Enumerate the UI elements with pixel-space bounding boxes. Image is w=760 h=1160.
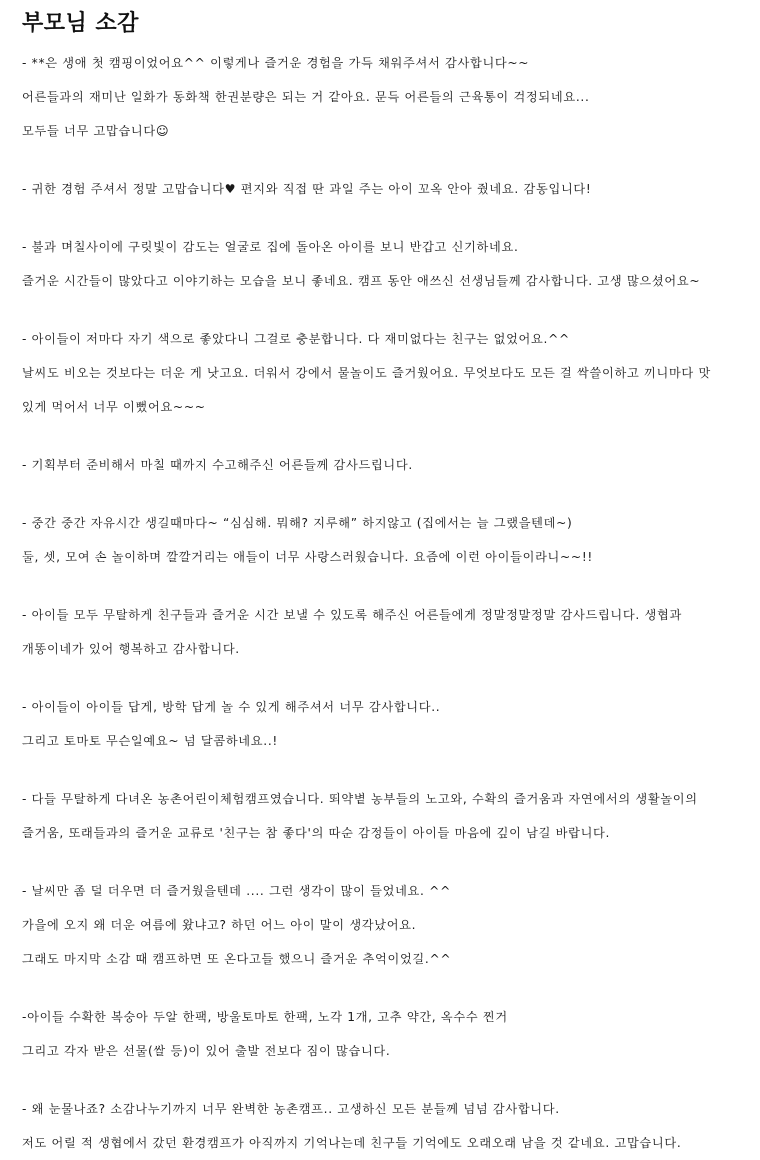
comment-entry bbox=[22, 172, 738, 206]
entry-spacer bbox=[22, 206, 738, 230]
comment-entry bbox=[22, 46, 738, 148]
comment-line: - 중간 중간 자유시간 생길때마다~ “심심해. 뭐해? 지루해” 하지않고 (집에서는 늘 그랬을텐데~) bbox=[22, 516, 573, 530]
comment-line: - 아이들이 아이들 답게, 방학 답게 놀 수 있게 해주셔서 너무 감사합니다.. bbox=[22, 700, 441, 714]
comment-entry bbox=[22, 690, 738, 758]
comment-line: - 기획부터 준비해서 마칠 때까지 수고해주신 어른들께 감사드립니다. bbox=[22, 458, 413, 472]
entry-spacer bbox=[22, 666, 738, 690]
comment-entry bbox=[22, 322, 738, 424]
comment-entry bbox=[22, 230, 738, 298]
comment-line: 그리고 각자 받은 선물(쌀 등)이 있어 출발 전보다 짐이 많습니다. bbox=[22, 1044, 391, 1058]
comment-entry bbox=[22, 448, 738, 482]
comment-entry bbox=[22, 1000, 738, 1068]
entry-spacer bbox=[22, 298, 738, 322]
comment-entry bbox=[22, 782, 738, 850]
entry-spacer bbox=[22, 976, 738, 1000]
comment-entry bbox=[22, 506, 738, 574]
comment-line: 날씨도 비오는 것보다는 더운 게 낫고요. 더워서 강에서 물놀이도 즐거웠어요. 무엇보다도 모든 걸 싹쓸이하고 끼니마다 맛 bbox=[22, 366, 711, 380]
comment-line: -아이들 수확한 복숭아 두알 한팩, 방울토마토 한팩, 노각 1개, 고추 약간, 옥수수 찐거 bbox=[22, 1010, 508, 1024]
comment-line: 모두들 너무 고맙습니다☺ bbox=[22, 124, 170, 138]
comment-line: - 다들 무탈하게 다녀온 농촌어린이체험캠프였습니다. 뙤약볕 농부들의 노고와, 수확의 즐거움과 자연에서의 생활놀이의 bbox=[22, 792, 698, 806]
comments-list bbox=[22, 46, 738, 1160]
comment-line: 개똥이네가 있어 행복하고 감사합니다. bbox=[22, 642, 240, 656]
comment-line: 즐거움, 또래들과의 즐거운 교류로 '친구는 참 좋다'의 따순 감정들이 아이들 마음에 깊이 남길 바랍니다. bbox=[22, 826, 611, 840]
entry-spacer bbox=[22, 574, 738, 598]
comment-entry bbox=[22, 598, 738, 666]
comment-line: - **은 생애 첫 캠핑이었어요^^ 이렇게나 즐거운 경험을 가득 채워주셔서 감사합니다~~ bbox=[22, 56, 530, 70]
comment-line: 그래도 마지막 소감 때 캠프하면 또 온다고들 했으니 즐거운 추억이었길.^^ bbox=[22, 952, 452, 966]
entry-spacer bbox=[22, 482, 738, 506]
comment-line: - 왜 눈물나죠? 소감나누기까지 너무 완벽한 농촌캠프.. 고생하신 모든 분들께 넘넘 감사합니다. bbox=[22, 1102, 560, 1116]
comment-line: - 날씨만 좀 덜 더우면 더 즐거웠을텐데 .... 그런 생각이 많이 들었네요. ^^ bbox=[22, 884, 451, 898]
comment-line: 가을에 오지 왜 더운 여름에 왔냐고? 하던 어느 아이 말이 생각났어요. bbox=[22, 918, 417, 932]
comment-line: 있게 먹어서 너무 이뻤어요~~~ bbox=[22, 400, 206, 414]
comment-line: - 아이들 모두 무탈하게 친구들과 즐거운 시간 보낼 수 있도록 해주신 어른들에게 정말정말정말 감사드립니다. 생협과 bbox=[22, 608, 682, 622]
page-title: 부모님 소감 bbox=[22, 11, 139, 36]
comment-line: 어른들과의 재미난 일화가 동화책 한권분량은 되는 거 같아요. 문득 어른들의 근육통이 걱정되네요... bbox=[22, 90, 590, 104]
comment-line: 저도 어릴 적 생협에서 갔던 환경캠프가 아직까지 기억나는데 친구들 기억에도 오래오래 남을 것 같네요. 고맙습니다. bbox=[22, 1136, 682, 1150]
comment-entry bbox=[22, 874, 738, 976]
entry-spacer bbox=[22, 148, 738, 172]
comment-line: - 아이들이 저마다 자기 색으로 좋았다니 그걸로 충분합니다. 다 재미없다는 친구는 없었어요.^^ bbox=[22, 332, 570, 346]
comment-entry bbox=[22, 1092, 738, 1160]
entry-spacer bbox=[22, 758, 738, 782]
comment-line: 그리고 토마토 무슨일예요~ 넘 달콤하네요..! bbox=[22, 734, 278, 748]
entry-spacer bbox=[22, 1068, 738, 1092]
entry-spacer bbox=[22, 850, 738, 874]
entry-spacer bbox=[22, 424, 738, 448]
comment-line: 둘, 셋, 모여 손 놀이하며 깔깔거리는 애들이 너무 사랑스러웠습니다. 요즘에 이런 아이들이라니~~!! bbox=[22, 550, 594, 564]
comment-line: - 불과 며칠사이에 구릿빛이 감도는 얼굴로 집에 돌아온 아이를 보니 반갑고 신기하네요. bbox=[22, 240, 519, 254]
comment-line: - 귀한 경험 주셔서 정말 고맙습니다♥ 편지와 직접 딴 과일 주는 아이 꼬옥 안아 줬네요. 감동입니다! bbox=[22, 182, 592, 196]
comment-line: 즐거운 시간들이 많았다고 이야기하는 모습을 보니 좋네요. 캠프 동안 애쓰신 선생님들께 감사합니다. 고생 많으셨어요~ bbox=[22, 274, 701, 288]
